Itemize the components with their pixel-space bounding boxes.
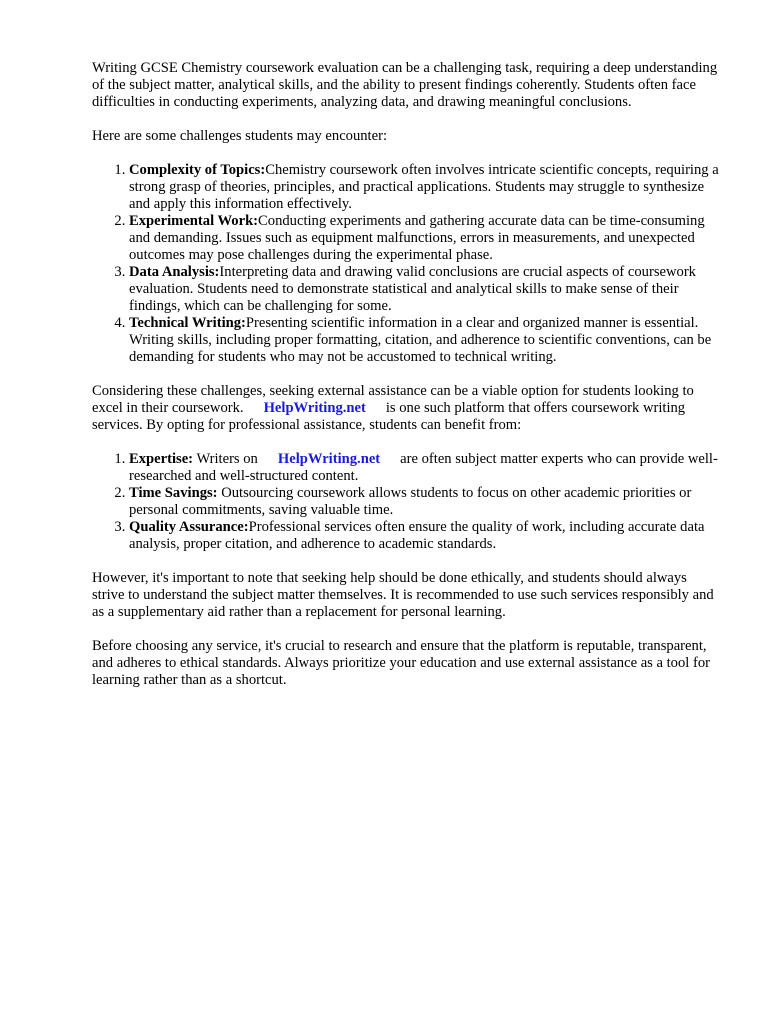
challenges-list: [92, 162, 722, 366]
benefit-text-before: Writers on: [196, 451, 258, 467]
benefit-item: [129, 485, 722, 519]
intro-paragraph: Writing GCSE Chemistry coursework evaluation can be a challenging task, requiring a deep understanding of the subject matter, analytical skills, and the ability to present findings coherently. Students often face difficulties in conducting experiments, analyzing data, and drawing meaningful conclusions.: [92, 60, 718, 110]
challenge-text: Conducting experiments and gathering accurate data can be time-consuming and demanding. Issues such as equipment malfunctions, errors in measurements, and unexpected outcomes may pose challenges during the experimental phase.: [129, 213, 705, 263]
challenge-item: [129, 264, 722, 315]
benefit-text: Outsourcing coursework allows students to focus on other academic priorities or personal commitments, saving valuable time.: [129, 485, 692, 518]
challenge-term: Data Analysis:: [129, 264, 220, 280]
assistance-paragraph: [92, 383, 722, 434]
benefit-item: [129, 451, 722, 485]
assistance-text-before: Considering these challenges, seeking external assistance can be a viable option for students looking to excel in their coursework.: [92, 383, 694, 416]
helpwriting-link[interactable]: HelpWriting.net: [263, 400, 366, 416]
challenge-term: Complexity of Topics:: [129, 162, 266, 178]
assistance-text-after: is one such platform that offers coursework writing services. By opting for professional assistance, students can benefit from:: [92, 400, 686, 433]
challenge-text: Chemistry coursework often involves intricate scientific concepts, requiring a strong grasp of theories, principles, and practical applications. Students may struggle to synthesize and apply this information effectively.: [129, 162, 719, 212]
benefit-term: Time Savings:: [129, 485, 218, 501]
benefit-item: [129, 519, 722, 553]
challenge-item: [129, 315, 722, 366]
challenge-term: Experimental Work:: [129, 213, 259, 229]
ethics-paragraph: However, it's important to note that seeking help should be done ethically, and students should always strive to understand the subject matter themselves. It is recommended to use such services responsibly and as a supplementary aid rather than a replacement for personal learning.: [92, 570, 714, 620]
challenge-item: [129, 213, 722, 264]
benefit-term: Quality Assurance:: [129, 519, 249, 535]
benefit-term: Expertise:: [129, 451, 194, 467]
document-page: [92, 60, 722, 706]
challenge-term: Technical Writing:: [129, 315, 246, 331]
closing-paragraph: Before choosing any service, it's crucial to research and ensure that the platform is reputable, transparent, and adheres to ethical standards. Always prioritize your education and use external assistance as a tool for learning rather than as a shortcut.: [92, 638, 710, 688]
challenges-lead: Here are some challenges students may encounter:: [92, 128, 388, 144]
challenge-text: Presenting scientific information in a clear and organized manner is essential. Writing skills, including proper formatting, citation, and adherence to scientific conventions, can be demanding for students who may not be accustomed to technical writing.: [129, 315, 712, 365]
benefit-text: Professional services often ensure the quality of work, including accurate data analysis, proper citation, and adherence to academic standards.: [129, 519, 705, 552]
challenge-item: [129, 162, 722, 213]
benefits-list: [92, 451, 722, 553]
helpwriting-link[interactable]: HelpWriting.net: [277, 451, 381, 467]
challenge-text: Interpreting data and drawing valid conclusions are crucial aspects of coursework evaluation. Students need to demonstrate statistical and analytical skills to make sense of their findings, which can be challenging for some.: [129, 264, 696, 314]
benefit-text-after: are often subject matter experts who can provide well-researched and well-structured content.: [129, 451, 718, 484]
